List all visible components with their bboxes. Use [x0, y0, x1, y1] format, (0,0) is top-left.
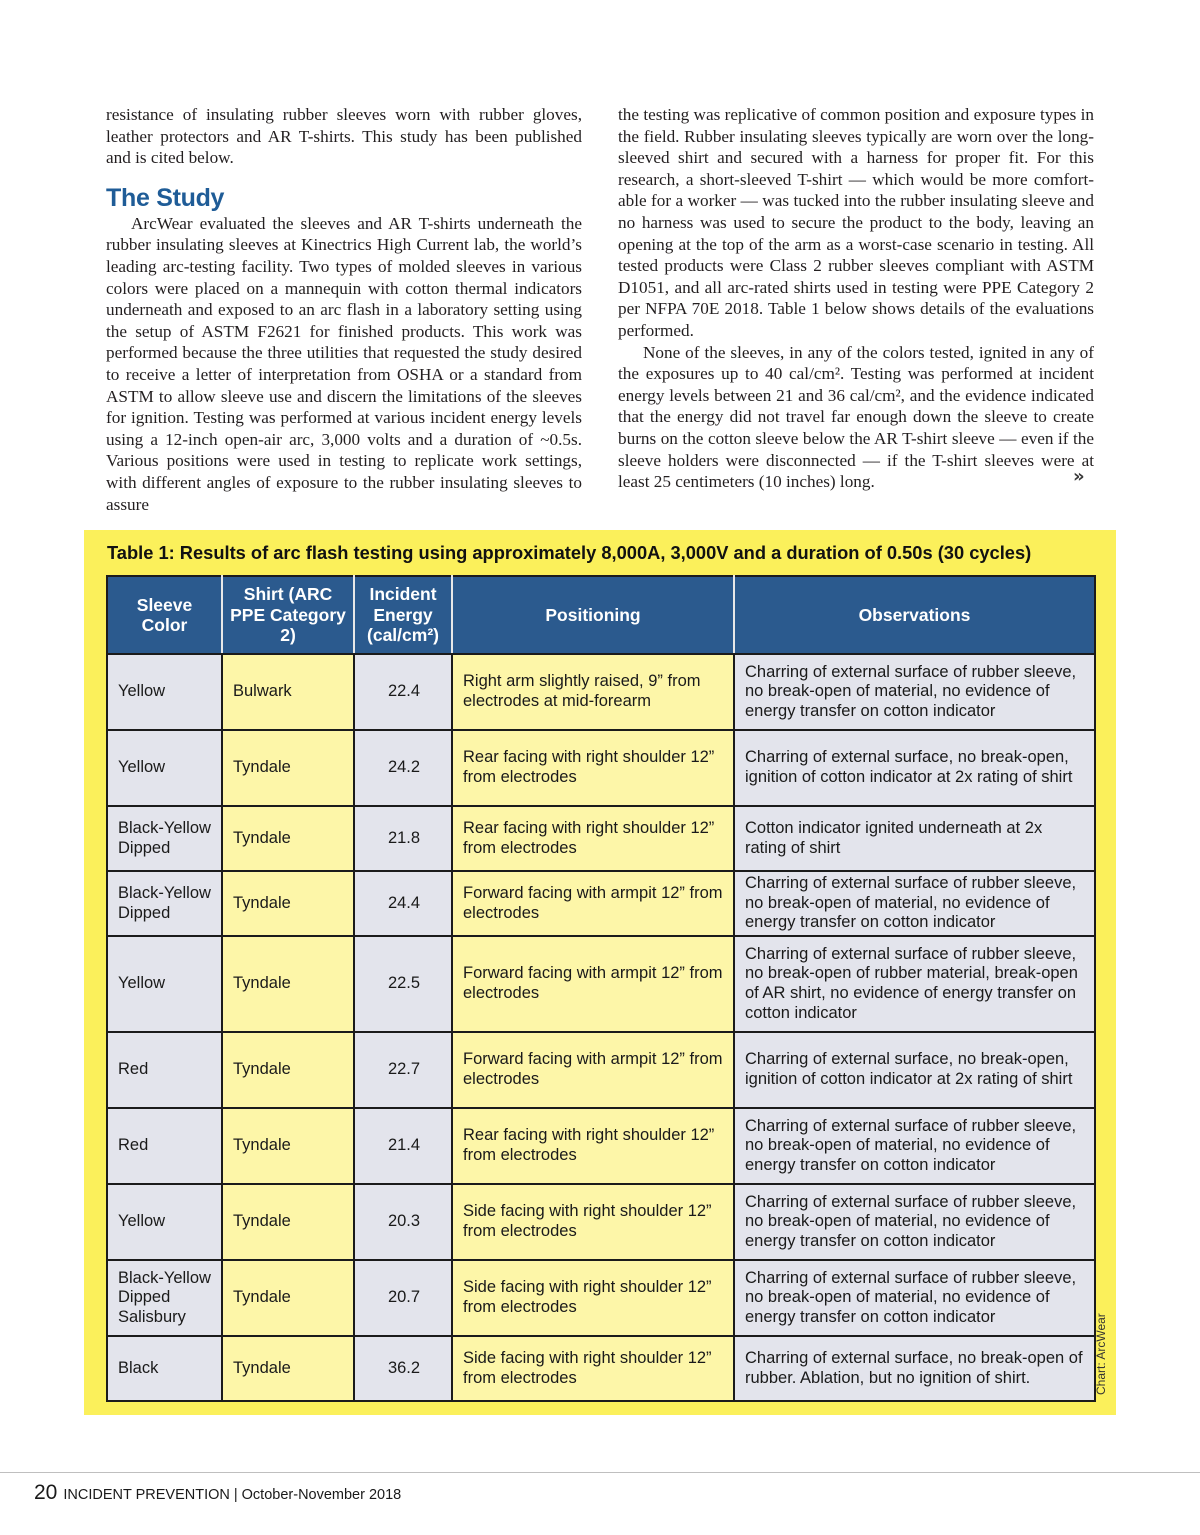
cell-sleeve-color: Yellow	[107, 936, 222, 1032]
header-observations: Observations	[734, 576, 1095, 654]
header-positioning: Positioning	[452, 576, 734, 654]
footer-divider	[0, 1472, 1200, 1473]
cell-incident-energy: 20.3	[354, 1184, 452, 1260]
cell-shirt: Tyndale	[222, 806, 354, 871]
cell-sleeve-color: Yellow	[107, 654, 222, 730]
cell-positioning: Right arm slightly raised, 9” from electrodes at mid-forearm	[452, 654, 734, 730]
table-row	[107, 654, 1095, 730]
cell-incident-energy: 20.7	[354, 1260, 452, 1336]
cell-sleeve-color: Red	[107, 1108, 222, 1184]
cell-incident-energy: 21.8	[354, 806, 452, 871]
cell-observations: Charring of external surface, no break-open, ignition of cotton indicator at 2x rating of shirt	[734, 730, 1095, 806]
left-column	[106, 104, 582, 515]
cell-positioning: Forward facing with armpit 12” from electrodes	[452, 1032, 734, 1108]
continue-arrow-icon: »	[1073, 466, 1082, 487]
cell-incident-energy: 22.5	[354, 936, 452, 1032]
cell-sleeve-color: Red	[107, 1032, 222, 1108]
cell-observations: Charring of external surface, no break-open of rubber. Ablation, but no ignition of shirt.	[734, 1336, 1095, 1401]
table-panel	[84, 530, 1116, 1415]
table-row	[107, 806, 1095, 871]
cell-shirt: Tyndale	[222, 1108, 354, 1184]
table-row	[107, 1260, 1095, 1336]
cell-observations: Charring of external surface of rubber sleeve, no break-open of material, no evidence of energy transfer on cotton indicator	[734, 1260, 1095, 1336]
table-row	[107, 871, 1095, 936]
cell-incident-energy: 22.4	[354, 654, 452, 730]
cell-positioning: Rear facing with right shoulder 12” from electrodes	[452, 806, 734, 871]
table-row	[107, 1108, 1095, 1184]
cell-shirt: Tyndale	[222, 871, 354, 936]
cell-sleeve-color: Yellow	[107, 1184, 222, 1260]
cell-positioning: Forward facing with armpit 12” from electrodes	[452, 871, 734, 936]
cell-observations: Charring of external surface of rubber sleeve, no break-open of material, no evidence of energy transfer on cotton indicator	[734, 1108, 1095, 1184]
cell-observations: Charring of external surface of rubber sleeve, no break-open of material, no evidence of energy transfer on cotton indicator	[734, 871, 1095, 936]
table-row	[107, 1032, 1095, 1108]
table-header-row	[107, 576, 1095, 654]
cell-sleeve-color: Yellow	[107, 730, 222, 806]
cell-shirt: Tyndale	[222, 936, 354, 1032]
cell-incident-energy: 21.4	[354, 1108, 452, 1184]
cell-sleeve-color: Black-Yellow Dipped Salisbury	[107, 1260, 222, 1336]
cell-positioning: Rear facing with right shoulder 12” from electrodes	[452, 730, 734, 806]
table-row	[107, 936, 1095, 1032]
cell-positioning: Side facing with right shoulder 12” from electrodes	[452, 1260, 734, 1336]
cell-positioning: Rear facing with right shoulder 12” from electrodes	[452, 1108, 734, 1184]
cell-sleeve-color: Black-Yellow Dipped	[107, 806, 222, 871]
results-table	[106, 575, 1096, 1402]
footer-separator: |	[233, 1487, 238, 1503]
right-paragraph-1: the testing was replicative of common position and exposure types in the field. Rubber insulating sleeves typically are worn over the long-sleeved shirt and secured with a harness for proper fit. For this research, a short-sleeved T-shirt — which would be more comfort-able for a worker — was tucked into the rubber insulating sleeve and no harness was used to secure the product to the body, leaving an opening at the top of the arm as a worst-case scenario in testing. All tested products were Class 2 rubber sleeves compliant with ASTM D1051, and all arc-rated shirts used in testing were PPE Category 2 per NFPA 70E 2018. Table 1 below shows details of the evaluations performed.	[618, 105, 1094, 340]
section-heading: The Study	[106, 183, 225, 212]
header-sleeve-color: Sleeve Color	[107, 576, 222, 654]
page-footer	[34, 1481, 401, 1505]
cell-positioning: Side facing with right shoulder 12” from electrodes	[452, 1336, 734, 1401]
cell-shirt: Tyndale	[222, 1336, 354, 1401]
cell-incident-energy: 24.4	[354, 871, 452, 936]
cell-observations: Cotton indicator ignited underneath at 2x rating of shirt	[734, 806, 1095, 871]
cell-shirt: Tyndale	[222, 1032, 354, 1108]
table-row	[107, 1184, 1095, 1260]
right-paragraph-2: None of the sleeves, in any of the colors tested, ignited in any of the exposures up to 40 cal/cm². Testing was performed at incident energy levels between 21 and 36 cal/cm², and the evidence indicated that the energy did not travel far enough down the sleeve to create burns on the cotton sleeve below the AR T-shirt sleeve — even if the sleeve holders were disconnected — if the T-shirt sleeves were at least 25 centimeters (10 inches) long.	[618, 342, 1094, 492]
cell-observations: Charring of external surface of rubber sleeve, no break-open of rubber material, break-open of AR shirt, no evidence of energy transfer on cotton indicator	[734, 936, 1095, 1032]
cell-shirt: Tyndale	[222, 1184, 354, 1260]
table-title: Table 1: Results of arc flash testing using approximately 8,000A, 3,000V and a duration of 0.50s (30 cycles)	[107, 542, 1032, 563]
page-number: 20	[34, 1481, 58, 1504]
cell-incident-energy: 24.2	[354, 730, 452, 806]
issue-date: October-November 2018	[241, 1487, 402, 1503]
intro-paragraph: resistance of insulating rubber sleeves worn with rubber gloves, leather protectors and AR T-shirts. This study has been published and is cited below.	[106, 105, 582, 168]
cell-observations: Charring of external surface, no break-open, ignition of cotton indicator at 2x rating of shirt	[734, 1032, 1095, 1108]
study-paragraph: ArcWear evaluated the sleeves and AR T-shirts underneath the rubber insulating sleeves at Kinectrics High Current lab, the world’s leading arc-testing facility. Two types of molded sleeves in various colors were placed on a mannequin with cotton thermal indicators underneath and exposed to an arc flash in a laboratory setting using the setup of ASTM F2621 for finished products. This work was performed because the three utilities that requested the study desired to receive a letter of interpretation from OSHA or a standard from ASTM to allow sleeve use and discern the limitations of the sleeves for ignition. Testing was performed at various incident energy levels using a 12-inch open-air arc, 3,000 volts and a duration of ~0.5s. Various positions were used in testing to replicate work settings, with different angles of exposure to the rubber insulating sleeves to assure	[106, 213, 582, 514]
cell-sleeve-color: Black-Yellow Dipped	[107, 871, 222, 936]
header-incident-energy: Incident Energy (cal/cm²)	[354, 576, 452, 654]
cell-shirt: Tyndale	[222, 730, 354, 806]
header-shirt: Shirt (ARC PPE Category 2)	[222, 576, 354, 654]
right-column	[618, 104, 1094, 493]
magazine-name: INCIDENT PREVENTION	[63, 1487, 230, 1503]
cell-shirt: Tyndale	[222, 1260, 354, 1336]
table-row	[107, 730, 1095, 806]
table-row	[107, 1336, 1095, 1401]
cell-positioning: Side facing with right shoulder 12” from electrodes	[452, 1184, 734, 1260]
cell-incident-energy: 22.7	[354, 1032, 452, 1108]
cell-observations: Charring of external surface of rubber sleeve, no break-open of material, no evidence of energy transfer on cotton indicator	[734, 1184, 1095, 1260]
chart-credit: Chart: ArcWear	[1094, 1313, 1108, 1395]
cell-incident-energy: 36.2	[354, 1336, 452, 1401]
cell-sleeve-color: Black	[107, 1336, 222, 1401]
cell-observations: Charring of external surface of rubber sleeve, no break-open of material, no evidence of energy transfer on cotton indicator	[734, 654, 1095, 730]
cell-positioning: Forward facing with armpit 12” from electrodes	[452, 936, 734, 1032]
cell-shirt: Bulwark	[222, 654, 354, 730]
